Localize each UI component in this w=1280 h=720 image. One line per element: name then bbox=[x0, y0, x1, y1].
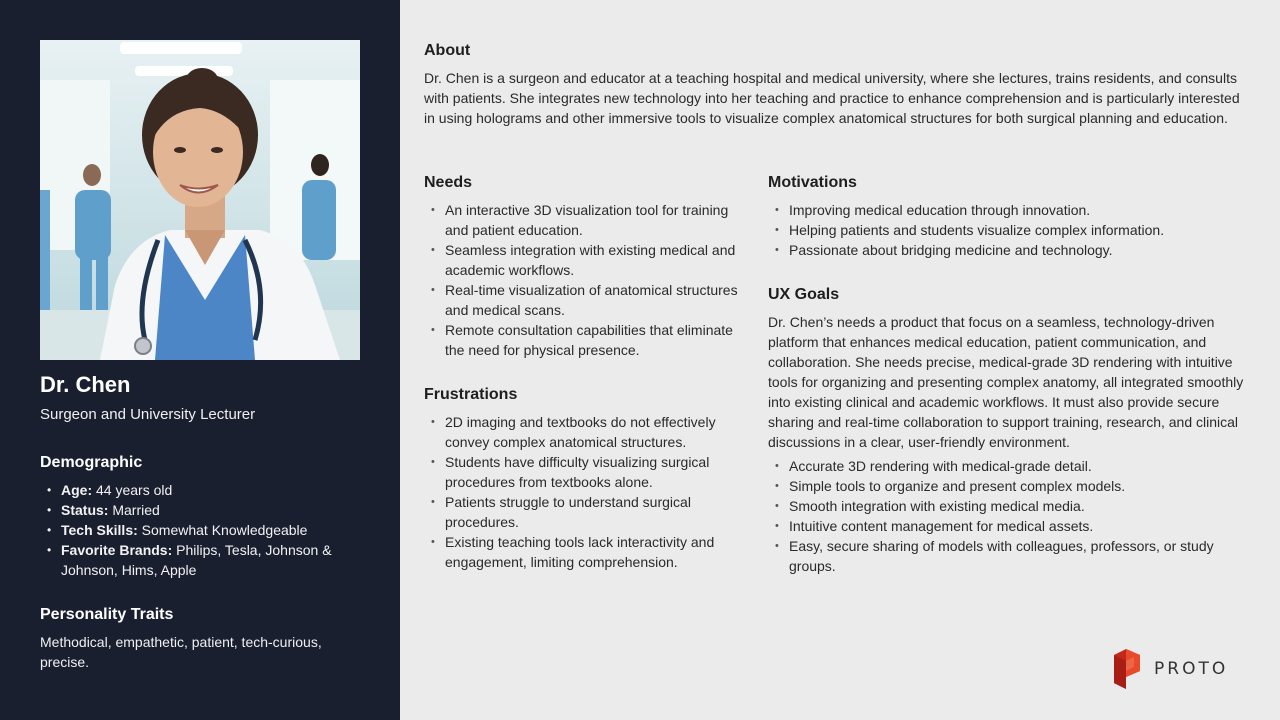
list-item: • Remote consultation capabilities that eliminate the need for physical presence. bbox=[424, 320, 740, 360]
demographic-value: 44 years old bbox=[92, 482, 173, 498]
persona-role: Surgeon and University Lecturer bbox=[40, 406, 256, 423]
list-item: • Easy, secure sharing of models with colleagues, professors, or study groups. bbox=[768, 536, 1244, 576]
demographic-label: Favorite Brands: bbox=[61, 542, 173, 558]
persona-name: Dr. Chen bbox=[40, 372, 131, 397]
list-item: • Smooth integration with existing medical media. bbox=[768, 496, 1244, 516]
proto-logo-text: PROTO bbox=[1154, 659, 1229, 679]
ux-goals-heading: UX Goals bbox=[768, 286, 840, 303]
ux-goals-text: Dr. Chen’s needs a product that focus on a seamless, technology-driven platform that enhances medical education, patient communication, and collaboration. She needs precise, medical-grade 3D rendering with intuitive tools for organizing and presenting complex anatomy, all integrated smoothly into existing clinical and academic workflows. It must also provide secure sharing and real-time collaboration to support training, research, and clinical discussions in a clear, user-friendly environment. bbox=[768, 314, 1244, 450]
list-item: • Simple tools to organize and present complex models. bbox=[768, 476, 1244, 496]
needs-list bbox=[424, 200, 740, 360]
demographic-list bbox=[40, 480, 360, 580]
motivations-heading: Motivations bbox=[768, 174, 857, 191]
list-item: • Helping patients and students visualize complex information. bbox=[768, 220, 1244, 240]
list-item: • Patients struggle to understand surgical procedures. bbox=[424, 492, 740, 532]
proto-logo-mark-icon bbox=[1112, 649, 1142, 689]
list-item bbox=[40, 500, 360, 520]
list-item: • Real-time visualization of anatomical structures and medical scans. bbox=[424, 280, 740, 320]
list-item: • Improving medical education through innovation. bbox=[768, 200, 1244, 220]
needs-heading: Needs bbox=[424, 174, 473, 191]
about-text: Dr. Chen is a surgeon and educator at a teaching hospital and medical university, where she lectures, trains residents, and consults with patients. She integrates new technology into her teaching and practice to enhance comprehension and is particularly interested in using holograms and other immersive tools to visualize complex anatomical structures for both surgical planning and education. bbox=[424, 70, 1240, 126]
motivations-list bbox=[768, 200, 1244, 260]
proto-logo bbox=[1112, 648, 1242, 690]
list-item: • Intuitive content management for medical assets. bbox=[768, 516, 1244, 536]
list-item: • 2D imaging and textbooks do not effectively convey complex anatomical structures. bbox=[424, 412, 740, 452]
demographic-label: Age: bbox=[61, 482, 93, 498]
about-heading: About bbox=[424, 42, 471, 59]
frustrations-list bbox=[424, 412, 740, 572]
persona-sidebar bbox=[0, 0, 400, 720]
list-item: • Students have difficulty visualizing surgical procedures from textbooks alone. bbox=[424, 452, 740, 492]
ux-goals-list bbox=[768, 456, 1244, 576]
personality-text: Methodical, empathetic, patient, tech-curious, precise. bbox=[40, 634, 322, 670]
persona-photo bbox=[40, 40, 360, 360]
demographic-label: Status: bbox=[61, 502, 109, 518]
doctor-portrait-image bbox=[40, 40, 360, 360]
list-item bbox=[40, 480, 360, 500]
list-item bbox=[40, 540, 360, 580]
list-item: • An interactive 3D visualization tool for training and patient education. bbox=[424, 200, 740, 240]
frustrations-heading: Frustrations bbox=[424, 386, 518, 403]
demographic-value: Philips, Tesla, Johnson & Johnson, Hims, Apple bbox=[61, 542, 332, 578]
list-item: • Seamless integration with existing medical and academic workflows. bbox=[424, 240, 740, 280]
personality-heading: Personality Traits bbox=[40, 606, 174, 623]
demographic-label: Tech Skills: bbox=[61, 522, 138, 538]
demographic-heading: Demographic bbox=[40, 454, 143, 471]
list-item bbox=[40, 520, 360, 540]
list-item: • Passionate about bridging medicine and technology. bbox=[768, 240, 1244, 260]
demographic-value: Married bbox=[108, 502, 160, 518]
list-item: • Existing teaching tools lack interactivity and engagement, limiting comprehension. bbox=[424, 532, 740, 572]
list-item: • Accurate 3D rendering with medical-grade detail. bbox=[768, 456, 1244, 476]
demographic-value: Somewhat Knowledgeable bbox=[137, 522, 308, 538]
